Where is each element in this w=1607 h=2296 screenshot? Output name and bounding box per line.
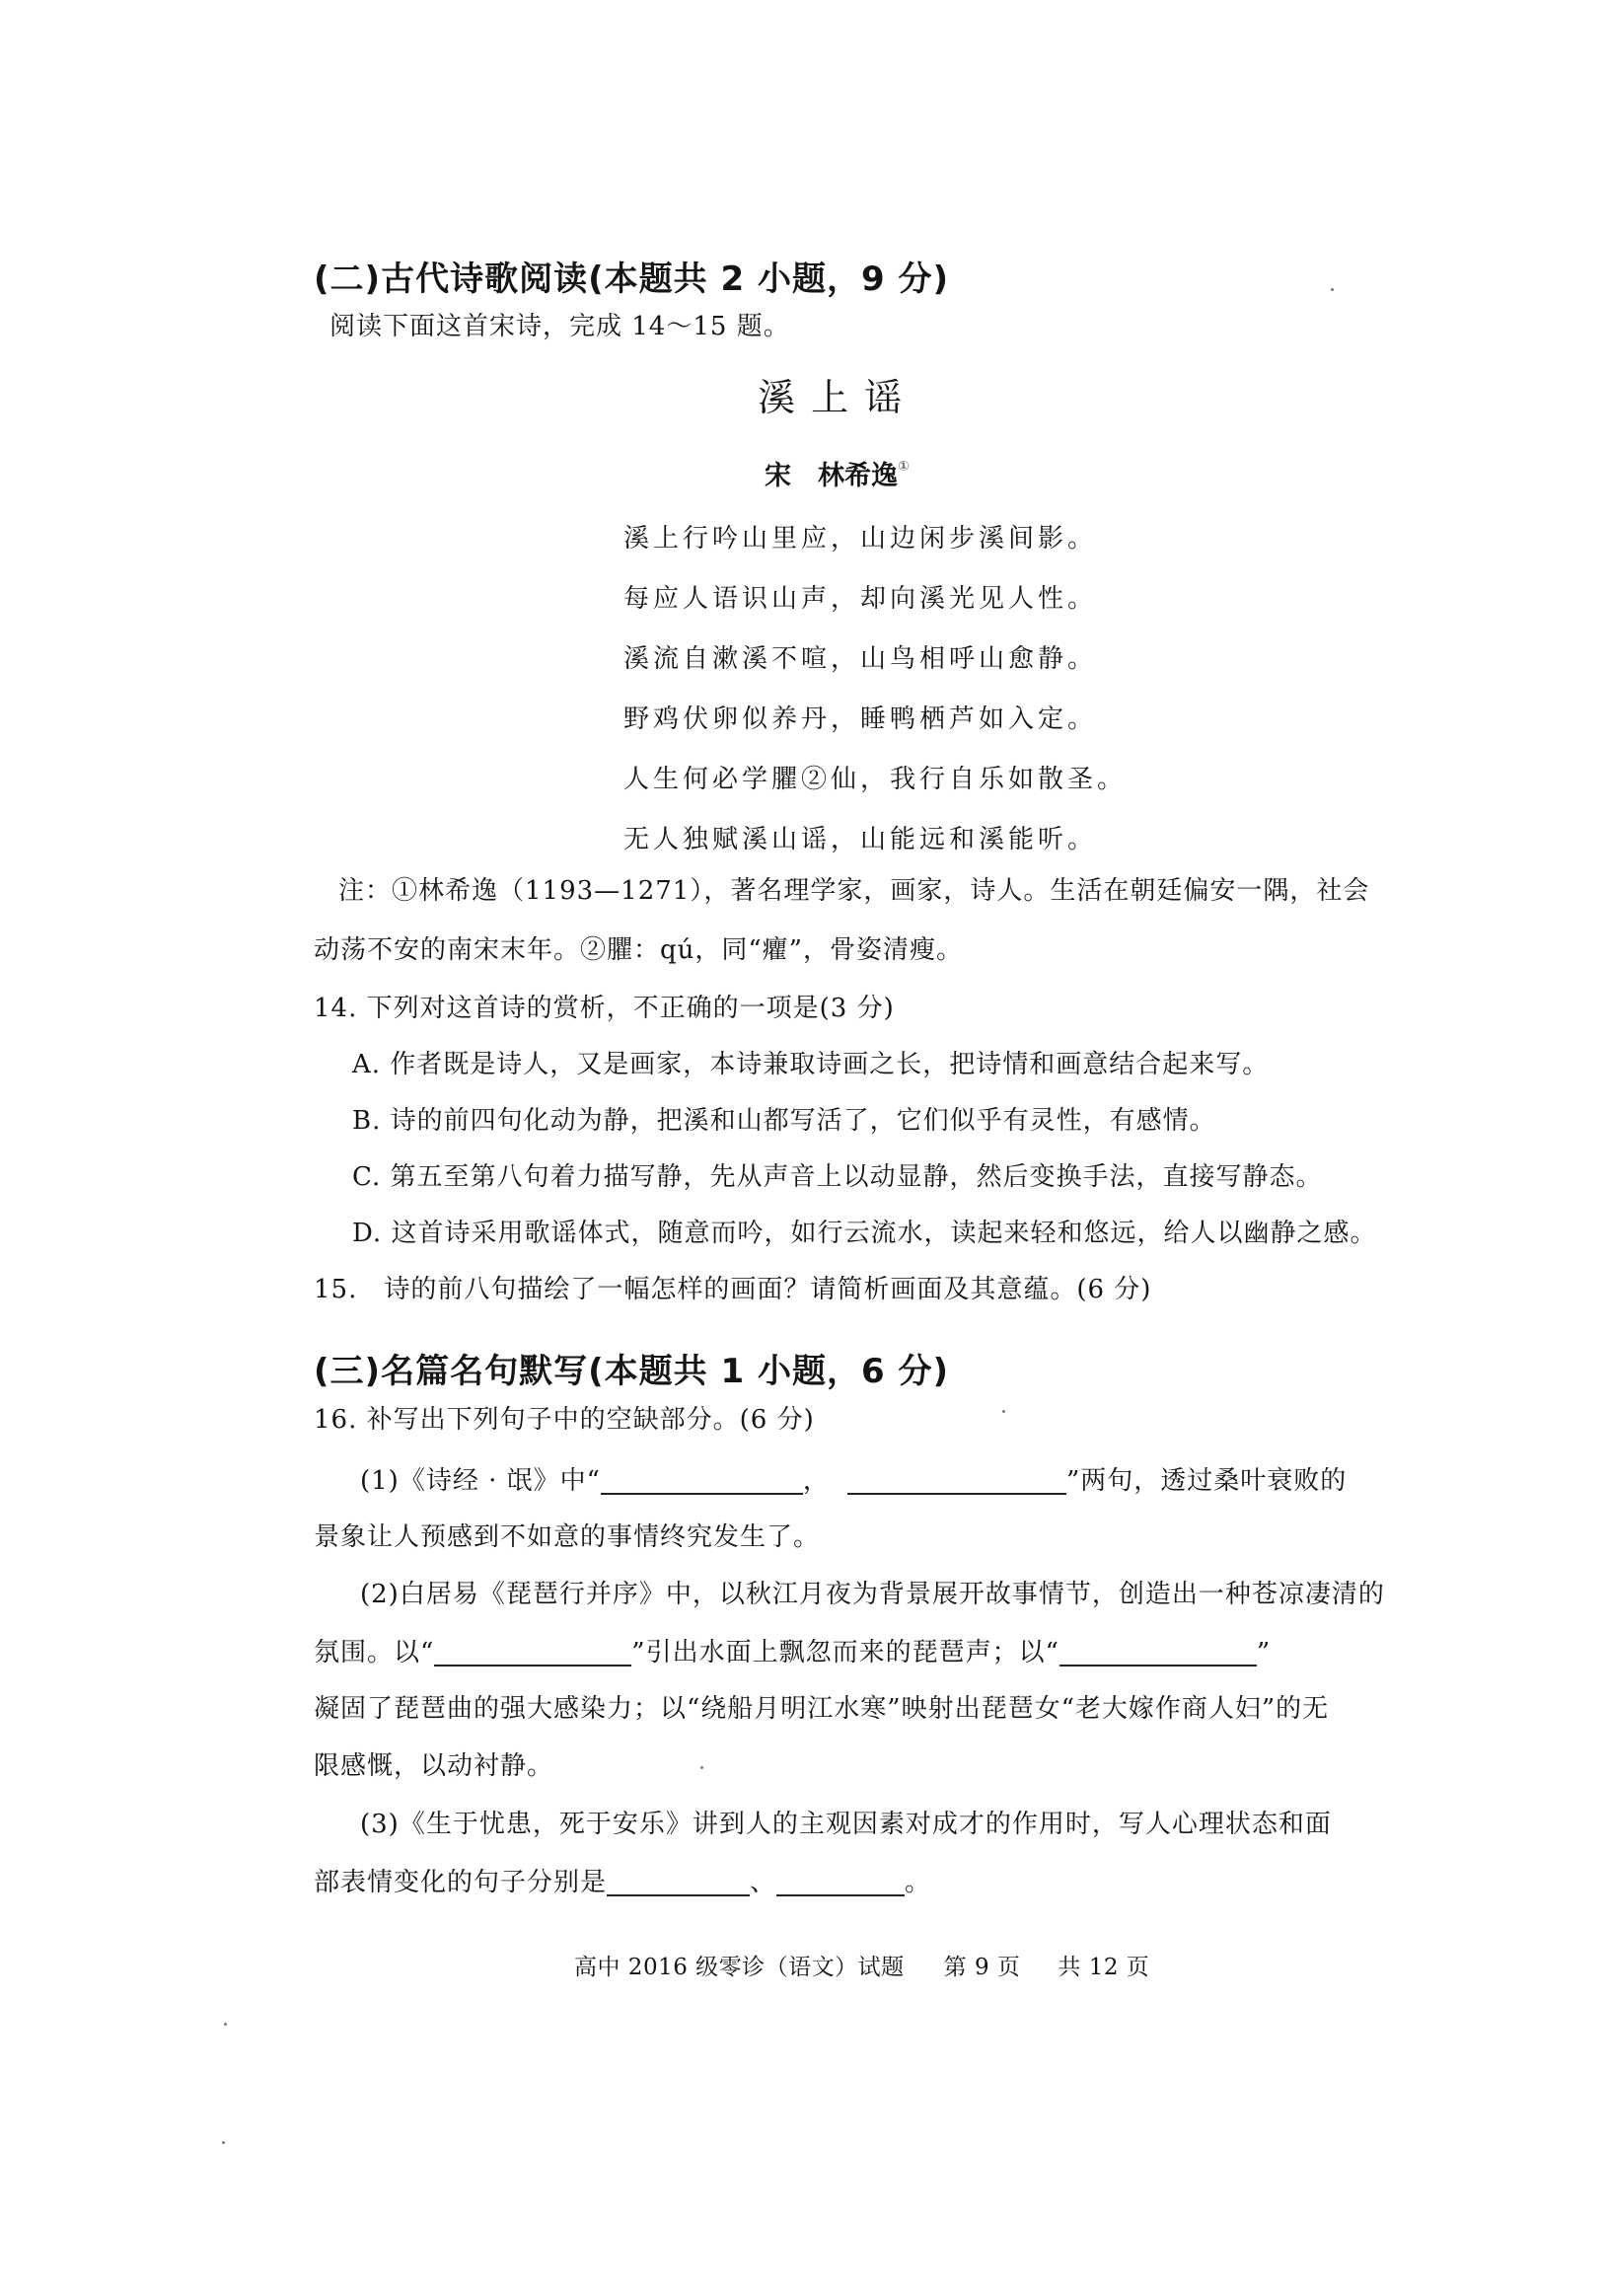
answer-blank[interactable] [601,1467,803,1495]
q16-stem: 16. 补写出下列句子中的空缺部分。(6 分) [314,1405,815,1435]
q16-item2-line4: 限感慨，以动衬静。 [314,1751,554,1781]
q16-item1-text-b: ， [802,1466,830,1496]
scan-speck [700,1766,703,1769]
author-note-mark: ① [898,459,910,475]
answer-blank[interactable] [776,1869,905,1896]
q16-item2-text-b: 氛围。以“ [314,1638,435,1667]
poem-line: 溪流自漱溪不喧，山鸟相呼山愈静。 [623,644,1098,674]
poem-line: 无人独赋溪山谣，山能远和溪能听。 [623,825,1098,854]
poem-author [765,454,910,492]
section3-heading: (三)名篇名句默写(本题共 1 小题，6 分) [314,1352,949,1391]
scan-speck [1331,288,1334,291]
q16-item2-line3: 凝固了琵琶曲的强大感染力；以“绕船月明江水寒”映射出琵琶女“老大嫁作商人妇”的无 [314,1694,1330,1724]
poem-author-text: 宋 林希逸 [765,461,898,491]
section2-heading: (二)古代诗歌阅读(本题共 2 小题，9 分) [314,259,949,299]
q16-item2-line1: (2)白居易《琵琶行并序》中，以秋江月夜为背景展开故事情节，创造出一种苍凉凄清的 [360,1580,1385,1609]
poem-line: 每应人语识山声，却向溪光见人性。 [623,584,1098,614]
q16-item1-line2: 景象让人预感到不如意的事情终究发生了。 [314,1522,821,1552]
q16-item1-line1 [360,1467,1347,1495]
q15-stem: 15. 诗的前八句描绘了一幅怎样的画面？请简析画面及其意蕴。(6 分) [314,1275,1152,1304]
poem-title: 溪 上 谣 [758,376,905,419]
poem-line: 野鸡伏卵似养丹，睡鸭栖芦如入定。 [623,704,1098,734]
q16-item2-text-d: ” [1256,1638,1272,1667]
scan-speck [224,2023,227,2026]
scan-speck [1002,1410,1005,1413]
footer-total-pages: 共 12 页 [1058,1955,1150,1980]
q14-option-b: B. 诗的前四句化动为静，把溪和山都写活了，它们似乎有灵性，有感情。 [352,1106,1216,1136]
q16-item3-text-d: 。 [905,1868,932,1897]
q16-item2-text-c: ”引出水面上飘忽而来的琵琶声；以“ [631,1638,1059,1667]
q16-item1-text-c: ”两句，透过桑叶衰败的 [1065,1466,1348,1496]
scan-speck [222,2141,225,2144]
q16-item1-text-a: (1)《诗经 · 氓》中“ [360,1466,601,1496]
q16-item3-text-b: 部表情变化的句子分别是 [314,1868,608,1897]
poem-line: 人生何必学臞②仙，我行自乐如散圣。 [623,765,1128,794]
q16-item3-line2 [314,1869,931,1896]
page-footer [574,1949,1149,1981]
footer-page-number: 第 9 页 [943,1955,1021,1980]
q14-option-d: D. 这首诗采用歌谣体式，随意而吟，如行云流水，读起来轻和悠远，给人以幽静之感。 [352,1219,1377,1248]
q16-item3-text-c: 、 [750,1868,777,1897]
poem-line: 溪上行吟山里应，山边闲步溪间影。 [623,524,1098,554]
q14-option-a: A. 作者既是诗人，又是画家，本诗兼取诗画之长，把诗情和画意结合起来写。 [352,1050,1270,1079]
answer-blank[interactable] [434,1639,631,1666]
answer-blank[interactable] [847,1467,1066,1495]
q14-option-c: C. 第五至第八句着力描写静，先从声音上以动显静，然后变换手法，直接写静态。 [352,1162,1323,1192]
poem-notes-line2: 动荡不安的南宋末年。②臞：qú，同“癯”，骨姿清瘦。 [314,935,963,965]
footer-exam: 高中 2016 级零诊（语文）试题 [574,1955,905,1980]
section2-instruction: 阅读下面这首宋诗，完成 14～15 题。 [329,312,790,341]
q16-item2-line2 [314,1639,1271,1666]
answer-blank[interactable] [1059,1639,1257,1666]
q16-item3-line1: (3)《生于忧患，死于安乐》讲到人的主观因素对成才的作用时，写人心理状态和面 [360,1810,1332,1839]
answer-blank[interactable] [607,1869,750,1896]
q14-stem: 14. 下列对这首诗的赏析，不正确的一项是(3 分) [314,994,895,1023]
poem-notes-line1: 注：①林希逸（1193—1271），著名理学家，画家，诗人。生活在朝廷偏安一隅，社会 [338,876,1370,906]
